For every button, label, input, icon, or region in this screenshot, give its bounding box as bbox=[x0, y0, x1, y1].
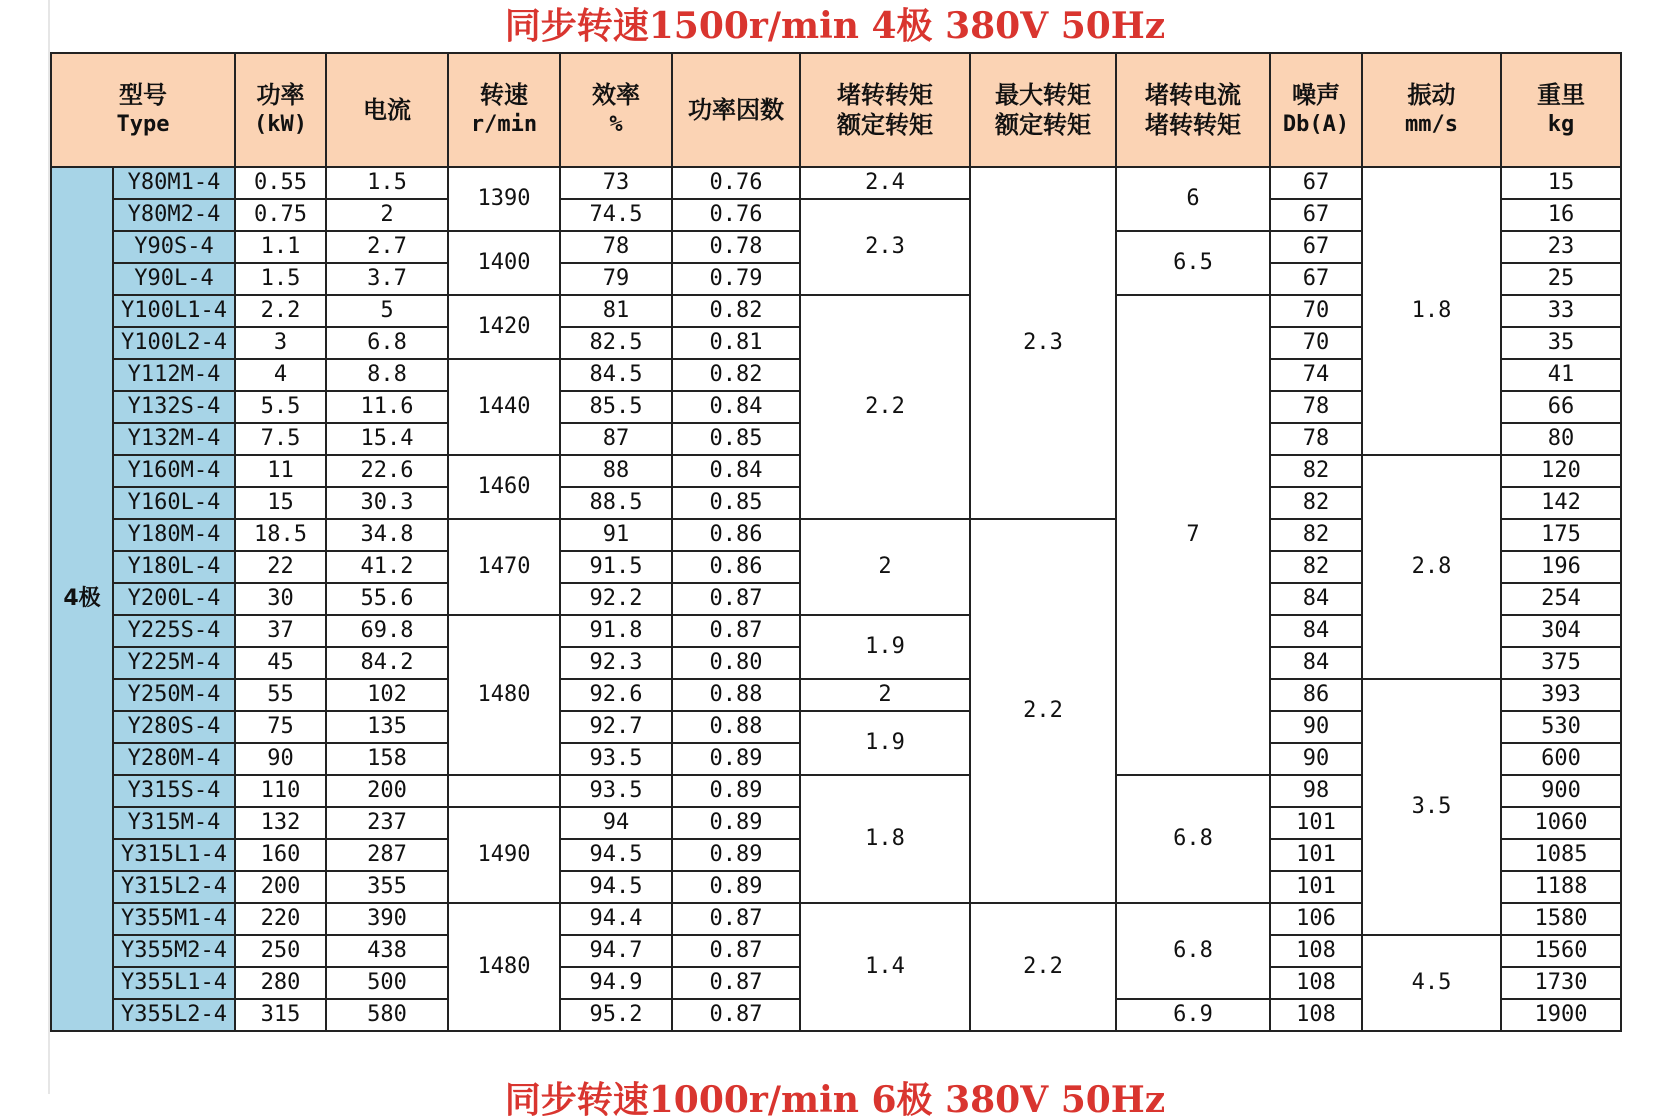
cell-noise: 82 bbox=[1270, 551, 1362, 583]
cell-power-factor: 0.82 bbox=[672, 295, 800, 327]
cell-current: 11.6 bbox=[326, 391, 448, 423]
cell-type: Y100L2-4 bbox=[113, 327, 235, 359]
cell-power-factor: 0.86 bbox=[672, 519, 800, 551]
cell-weight: 1188 bbox=[1501, 871, 1621, 903]
cell-power: 132 bbox=[235, 807, 326, 839]
header-weight: 重里 kg bbox=[1501, 53, 1621, 167]
cell-weight: 66 bbox=[1501, 391, 1621, 423]
cell-power-factor: 0.84 bbox=[672, 391, 800, 423]
header-vibration: 振动 mm/s bbox=[1362, 53, 1501, 167]
table-row bbox=[51, 679, 1621, 711]
cell-efficiency: 88.5 bbox=[560, 487, 672, 519]
cell-type: Y100L1-4 bbox=[113, 295, 235, 327]
cell-weight: 175 bbox=[1501, 519, 1621, 551]
cell-type: Y355L1-4 bbox=[113, 967, 235, 999]
cell-efficiency: 95.2 bbox=[560, 999, 672, 1031]
cell-weight: 375 bbox=[1501, 647, 1621, 679]
header-locked-torque-ratio: 堵转转矩 额定转矩 bbox=[800, 53, 970, 167]
cell-noise: 101 bbox=[1270, 807, 1362, 839]
cell-weight: 600 bbox=[1501, 743, 1621, 775]
cell-max-torque-ratio: 2.2 bbox=[970, 903, 1116, 1031]
cell-weight: 1730 bbox=[1501, 967, 1621, 999]
cell-noise: 82 bbox=[1270, 487, 1362, 519]
cell-type: Y315L2-4 bbox=[113, 871, 235, 903]
cell-type: Y90S-4 bbox=[113, 231, 235, 263]
cell-current: 580 bbox=[326, 999, 448, 1031]
cell-speed: 1480 bbox=[448, 903, 560, 1031]
cell-power: 0.75 bbox=[235, 199, 326, 231]
next-section-title: 同步转速1000r/min 6极 380V 50Hz bbox=[504, 1080, 1166, 1120]
cell-power: 250 bbox=[235, 935, 326, 967]
cell-weight: 1560 bbox=[1501, 935, 1621, 967]
cell-power-factor: 0.89 bbox=[672, 839, 800, 871]
header-power: 功率 (kW) bbox=[235, 53, 326, 167]
cell-power-factor: 0.87 bbox=[672, 615, 800, 647]
cell-noise: 67 bbox=[1270, 231, 1362, 263]
cell-power: 22 bbox=[235, 551, 326, 583]
cell-locked-current-ratio: 6.8 bbox=[1116, 903, 1270, 999]
cell-type: Y132S-4 bbox=[113, 391, 235, 423]
cell-noise: 78 bbox=[1270, 423, 1362, 455]
cell-locked-torque-ratio: 1.8 bbox=[800, 775, 970, 903]
cell-current: 8.8 bbox=[326, 359, 448, 391]
cell-weight: 1580 bbox=[1501, 903, 1621, 935]
cell-current: 15.4 bbox=[326, 423, 448, 455]
cell-speed: 1440 bbox=[448, 359, 560, 455]
cell-power: 55 bbox=[235, 679, 326, 711]
cell-power: 0.55 bbox=[235, 167, 326, 199]
cell-power: 4 bbox=[235, 359, 326, 391]
cell-efficiency: 88 bbox=[560, 455, 672, 487]
cell-vibration: 2.8 bbox=[1362, 455, 1501, 679]
cell-current: 390 bbox=[326, 903, 448, 935]
cell-locked-torque-ratio: 2.4 bbox=[800, 167, 970, 199]
cell-noise: 78 bbox=[1270, 391, 1362, 423]
cell-noise: 84 bbox=[1270, 615, 1362, 647]
header-current: 电流 bbox=[326, 53, 448, 167]
cell-locked-torque-ratio: 2.3 bbox=[800, 199, 970, 295]
cell-weight: 33 bbox=[1501, 295, 1621, 327]
cell-speed: 1470 bbox=[448, 519, 560, 615]
cell-current: 30.3 bbox=[326, 487, 448, 519]
cell-type: Y355L2-4 bbox=[113, 999, 235, 1031]
cell-current: 355 bbox=[326, 871, 448, 903]
cell-noise: 101 bbox=[1270, 839, 1362, 871]
cell-type: Y280S-4 bbox=[113, 711, 235, 743]
cell-efficiency: 87 bbox=[560, 423, 672, 455]
cell-weight: 41 bbox=[1501, 359, 1621, 391]
cell-power-factor: 0.89 bbox=[672, 743, 800, 775]
cell-weight: 530 bbox=[1501, 711, 1621, 743]
cell-locked-current-ratio: 6.9 bbox=[1116, 999, 1270, 1031]
cell-speed: 1390 bbox=[448, 167, 560, 231]
cell-type: Y80M1-4 bbox=[113, 167, 235, 199]
cell-type: Y200L-4 bbox=[113, 583, 235, 615]
cell-power: 160 bbox=[235, 839, 326, 871]
cell-locked-torque-ratio: 2 bbox=[800, 519, 970, 615]
cell-weight: 1085 bbox=[1501, 839, 1621, 871]
cell-efficiency: 93.5 bbox=[560, 775, 672, 807]
cell-current: 84.2 bbox=[326, 647, 448, 679]
cell-weight: 1060 bbox=[1501, 807, 1621, 839]
cell-max-torque-ratio: 2.3 bbox=[970, 167, 1116, 519]
cell-type: Y280M-4 bbox=[113, 743, 235, 775]
cell-speed: 1460 bbox=[448, 455, 560, 519]
cell-type: Y355M2-4 bbox=[113, 935, 235, 967]
cell-locked-torque-ratio: 1.9 bbox=[800, 615, 970, 679]
cell-power: 37 bbox=[235, 615, 326, 647]
cell-power: 18.5 bbox=[235, 519, 326, 551]
cell-power-factor: 0.89 bbox=[672, 871, 800, 903]
cell-type: Y315S-4 bbox=[113, 775, 235, 807]
cell-weight: 254 bbox=[1501, 583, 1621, 615]
cell-type: Y160M-4 bbox=[113, 455, 235, 487]
cell-weight: 196 bbox=[1501, 551, 1621, 583]
cell-power-factor: 0.79 bbox=[672, 263, 800, 295]
cell-power-factor: 0.84 bbox=[672, 455, 800, 487]
cell-efficiency: 94.9 bbox=[560, 967, 672, 999]
cell-current: 135 bbox=[326, 711, 448, 743]
cell-current: 6.8 bbox=[326, 327, 448, 359]
cell-power: 220 bbox=[235, 903, 326, 935]
cell-vibration: 4.5 bbox=[1362, 935, 1501, 1031]
cell-current: 34.8 bbox=[326, 519, 448, 551]
cell-current: 3.7 bbox=[326, 263, 448, 295]
cell-current: 1.5 bbox=[326, 167, 448, 199]
cell-type: Y180L-4 bbox=[113, 551, 235, 583]
cell-locked-torque-ratio: 1.9 bbox=[800, 711, 970, 775]
cell-noise: 98 bbox=[1270, 775, 1362, 807]
cell-current: 200 bbox=[326, 775, 448, 807]
cell-noise: 67 bbox=[1270, 199, 1362, 231]
cell-current: 41.2 bbox=[326, 551, 448, 583]
cell-type: Y315M-4 bbox=[113, 807, 235, 839]
cell-efficiency: 78 bbox=[560, 231, 672, 263]
cell-efficiency: 94.5 bbox=[560, 839, 672, 871]
cell-power-factor: 0.78 bbox=[672, 231, 800, 263]
cell-noise: 67 bbox=[1270, 263, 1362, 295]
cell-type: Y160L-4 bbox=[113, 487, 235, 519]
header-efficiency: 效率 % bbox=[560, 53, 672, 167]
cell-power: 15 bbox=[235, 487, 326, 519]
cell-locked-torque-ratio: 2 bbox=[800, 679, 970, 711]
cell-efficiency: 93.5 bbox=[560, 743, 672, 775]
cell-noise: 108 bbox=[1270, 999, 1362, 1031]
cell-noise: 86 bbox=[1270, 679, 1362, 711]
header-row bbox=[51, 53, 1621, 167]
cell-noise: 82 bbox=[1270, 455, 1362, 487]
cell-type: Y225M-4 bbox=[113, 647, 235, 679]
cell-power: 90 bbox=[235, 743, 326, 775]
cell-weight: 15 bbox=[1501, 167, 1621, 199]
cell-current: 2.7 bbox=[326, 231, 448, 263]
cell-efficiency: 91 bbox=[560, 519, 672, 551]
cell-noise: 108 bbox=[1270, 967, 1362, 999]
cell-type: Y225S-4 bbox=[113, 615, 235, 647]
cell-weight: 120 bbox=[1501, 455, 1621, 487]
cell-efficiency: 82.5 bbox=[560, 327, 672, 359]
cell-power: 3 bbox=[235, 327, 326, 359]
cell-power-factor: 0.87 bbox=[672, 999, 800, 1031]
cell-speed bbox=[448, 775, 560, 807]
header-max-torque-ratio: 最大转矩 额定转矩 bbox=[970, 53, 1116, 167]
cell-power: 45 bbox=[235, 647, 326, 679]
cell-weight: 80 bbox=[1501, 423, 1621, 455]
cell-efficiency: 91.5 bbox=[560, 551, 672, 583]
cell-current: 287 bbox=[326, 839, 448, 871]
cell-speed: 1480 bbox=[448, 615, 560, 775]
header-type: 型号 Type bbox=[51, 53, 235, 167]
cell-power: 1.1 bbox=[235, 231, 326, 263]
cell-power-factor: 0.76 bbox=[672, 167, 800, 199]
cell-power-factor: 0.87 bbox=[672, 967, 800, 999]
header-power-factor: 功率因数 bbox=[672, 53, 800, 167]
cell-efficiency: 94.4 bbox=[560, 903, 672, 935]
cell-type: Y315L1-4 bbox=[113, 839, 235, 871]
cell-power-factor: 0.76 bbox=[672, 199, 800, 231]
cell-power: 30 bbox=[235, 583, 326, 615]
cell-type: Y132M-4 bbox=[113, 423, 235, 455]
cell-weight: 23 bbox=[1501, 231, 1621, 263]
cell-current: 2 bbox=[326, 199, 448, 231]
cell-current: 55.6 bbox=[326, 583, 448, 615]
cell-efficiency: 92.6 bbox=[560, 679, 672, 711]
cell-power-factor: 0.87 bbox=[672, 935, 800, 967]
cell-noise: 82 bbox=[1270, 519, 1362, 551]
cell-current: 158 bbox=[326, 743, 448, 775]
cell-efficiency: 94.7 bbox=[560, 935, 672, 967]
cell-power-factor: 0.87 bbox=[672, 583, 800, 615]
cell-vibration: 3.5 bbox=[1362, 679, 1501, 935]
cell-power-factor: 0.85 bbox=[672, 487, 800, 519]
cell-power: 1.5 bbox=[235, 263, 326, 295]
cell-power-factor: 0.86 bbox=[672, 551, 800, 583]
cell-power: 75 bbox=[235, 711, 326, 743]
cell-noise: 90 bbox=[1270, 743, 1362, 775]
cell-weight: 1900 bbox=[1501, 999, 1621, 1031]
spec-sheet bbox=[48, 0, 1620, 1120]
cell-noise: 90 bbox=[1270, 711, 1362, 743]
cell-type: Y250M-4 bbox=[113, 679, 235, 711]
pole-label: 4极 bbox=[51, 167, 113, 1031]
cell-current: 102 bbox=[326, 679, 448, 711]
header-locked-current-ratio: 堵转电流 堵转转矩 bbox=[1116, 53, 1270, 167]
cell-efficiency: 84.5 bbox=[560, 359, 672, 391]
cell-power: 11 bbox=[235, 455, 326, 487]
cell-locked-current-ratio: 7 bbox=[1116, 295, 1270, 775]
cell-vibration: 1.8 bbox=[1362, 167, 1501, 455]
cell-power-factor: 0.82 bbox=[672, 359, 800, 391]
cell-efficiency: 92.7 bbox=[560, 711, 672, 743]
cell-max-torque-ratio: 2.2 bbox=[970, 519, 1116, 903]
cell-efficiency: 94.5 bbox=[560, 871, 672, 903]
cell-power: 7.5 bbox=[235, 423, 326, 455]
cell-noise: 74 bbox=[1270, 359, 1362, 391]
cell-power-factor: 0.80 bbox=[672, 647, 800, 679]
cell-weight: 142 bbox=[1501, 487, 1621, 519]
cell-efficiency: 73 bbox=[560, 167, 672, 199]
table-body bbox=[51, 167, 1621, 1031]
cell-power-factor: 0.88 bbox=[672, 679, 800, 711]
cell-current: 69.8 bbox=[326, 615, 448, 647]
cell-power: 200 bbox=[235, 871, 326, 903]
cell-noise: 70 bbox=[1270, 295, 1362, 327]
cell-type: Y180M-4 bbox=[113, 519, 235, 551]
cell-power-factor: 0.87 bbox=[672, 903, 800, 935]
header-noise: 噪声 Db(A) bbox=[1270, 53, 1362, 167]
cell-type: Y112M-4 bbox=[113, 359, 235, 391]
cell-type: Y80M2-4 bbox=[113, 199, 235, 231]
cell-type: Y90L-4 bbox=[113, 263, 235, 295]
cell-weight: 304 bbox=[1501, 615, 1621, 647]
cell-power-factor: 0.88 bbox=[672, 711, 800, 743]
cell-weight: 25 bbox=[1501, 263, 1621, 295]
cell-power-factor: 0.89 bbox=[672, 807, 800, 839]
cell-noise: 67 bbox=[1270, 167, 1362, 199]
cell-current: 5 bbox=[326, 295, 448, 327]
cell-locked-current-ratio: 6 bbox=[1116, 167, 1270, 231]
cell-current: 500 bbox=[326, 967, 448, 999]
cell-power-factor: 0.85 bbox=[672, 423, 800, 455]
cell-power-factor: 0.89 bbox=[672, 775, 800, 807]
table-row bbox=[51, 167, 1621, 199]
cell-type: Y355M1-4 bbox=[113, 903, 235, 935]
cell-speed: 1420 bbox=[448, 295, 560, 359]
cell-noise: 70 bbox=[1270, 327, 1362, 359]
cell-weight: 35 bbox=[1501, 327, 1621, 359]
cell-efficiency: 74.5 bbox=[560, 199, 672, 231]
cell-weight: 16 bbox=[1501, 199, 1621, 231]
cell-efficiency: 79 bbox=[560, 263, 672, 295]
cell-efficiency: 81 bbox=[560, 295, 672, 327]
cell-weight: 393 bbox=[1501, 679, 1621, 711]
cell-efficiency: 85.5 bbox=[560, 391, 672, 423]
cell-power: 5.5 bbox=[235, 391, 326, 423]
header-speed: 转速 r/min bbox=[448, 53, 560, 167]
cell-current: 22.6 bbox=[326, 455, 448, 487]
cell-locked-current-ratio: 6.5 bbox=[1116, 231, 1270, 295]
cell-power: 2.2 bbox=[235, 295, 326, 327]
cell-locked-current-ratio: 6.8 bbox=[1116, 775, 1270, 903]
cell-power-factor: 0.81 bbox=[672, 327, 800, 359]
cell-weight: 900 bbox=[1501, 775, 1621, 807]
cell-power: 315 bbox=[235, 999, 326, 1031]
cell-noise: 84 bbox=[1270, 583, 1362, 615]
cell-speed: 1490 bbox=[448, 807, 560, 903]
cell-locked-torque-ratio: 1.4 bbox=[800, 903, 970, 1031]
cell-power: 110 bbox=[235, 775, 326, 807]
cell-noise: 84 bbox=[1270, 647, 1362, 679]
cell-locked-torque-ratio: 2.2 bbox=[800, 295, 970, 519]
cell-efficiency: 92.2 bbox=[560, 583, 672, 615]
cell-efficiency: 94 bbox=[560, 807, 672, 839]
cell-noise: 101 bbox=[1270, 871, 1362, 903]
cell-efficiency: 92.3 bbox=[560, 647, 672, 679]
cell-noise: 106 bbox=[1270, 903, 1362, 935]
cell-efficiency: 91.8 bbox=[560, 615, 672, 647]
page-title: 同步转速1500r/min 4极 380V 50Hz bbox=[504, 5, 1166, 47]
cell-current: 438 bbox=[326, 935, 448, 967]
cell-speed: 1400 bbox=[448, 231, 560, 295]
motor-spec-table bbox=[50, 52, 1622, 1032]
cell-noise: 108 bbox=[1270, 935, 1362, 967]
cell-power: 280 bbox=[235, 967, 326, 999]
cell-current: 237 bbox=[326, 807, 448, 839]
